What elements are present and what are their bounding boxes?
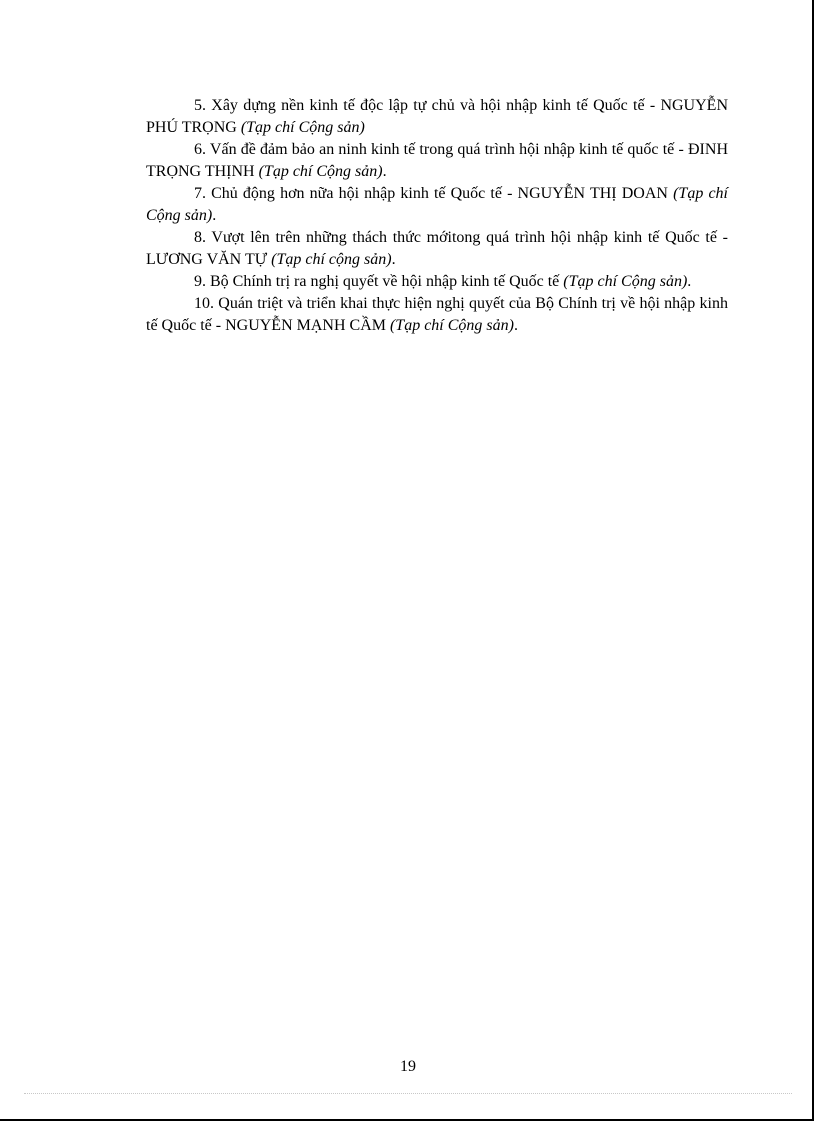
reference-text: 7. Chủ động hơn nữa hội nhập kinh tế Quốc tế - NGUYỄN THỊ DOAN <box>194 185 674 202</box>
reference-tail: . <box>391 251 396 268</box>
reference-source: (Tạp chí Cộng sản) <box>389 317 514 334</box>
reference-tail: . <box>382 163 387 180</box>
reference-list <box>146 95 728 337</box>
reference-tail: . <box>513 317 518 334</box>
page-number: 19 <box>400 1058 416 1075</box>
reference-text: 10. Quán triệt và triển khai thực hiện nghị quyết của Bộ Chính trị về hội nhập kinh tế Quốc tế - NGUYỄN MẠNH CẦM <box>146 295 728 334</box>
reference-source: (Tạp chí Cộng sản) <box>258 163 383 180</box>
reference-text: 9. Bộ Chính trị ra nghị quyết về hội nhập kinh tế Quốc tế <box>194 273 564 290</box>
reference-text: 8. Vượt lên trên những thách thức mớitong quá trình hội nhập kinh tế Quốc tế - LƯƠNG VĂN TỰ <box>146 229 728 268</box>
reference-source: (Tạp chí Cộng sản) <box>146 185 728 224</box>
reference-item-5 <box>146 95 728 139</box>
reference-source: (Tạp chí Cộng sản) <box>563 273 688 290</box>
reference-text: 6. Vấn đề đảm bảo an ninh kinh tế trong quá trình hội nhập kinh tế quốc tế - ĐINH TRỌNG THỊNH <box>146 141 728 180</box>
reference-text: 5. Xây dựng nền kinh tế độc lập tự chủ và hội nhập kinh tế Quốc tế - NGUYỄN PHÚ TRỌNG <box>146 97 728 136</box>
reference-tail: . <box>212 207 217 224</box>
reference-source: (Tạp chí cộng sản) <box>271 251 392 268</box>
reference-item-6 <box>146 139 728 183</box>
reference-source: (Tạp chí Cộng sản) <box>240 119 365 136</box>
reference-item-7 <box>146 183 728 227</box>
reference-tail: . <box>687 273 692 290</box>
reference-item-10 <box>146 293 728 337</box>
reference-item-9 <box>146 271 728 293</box>
reference-item-8 <box>146 227 728 271</box>
footer-divider <box>24 1093 792 1094</box>
